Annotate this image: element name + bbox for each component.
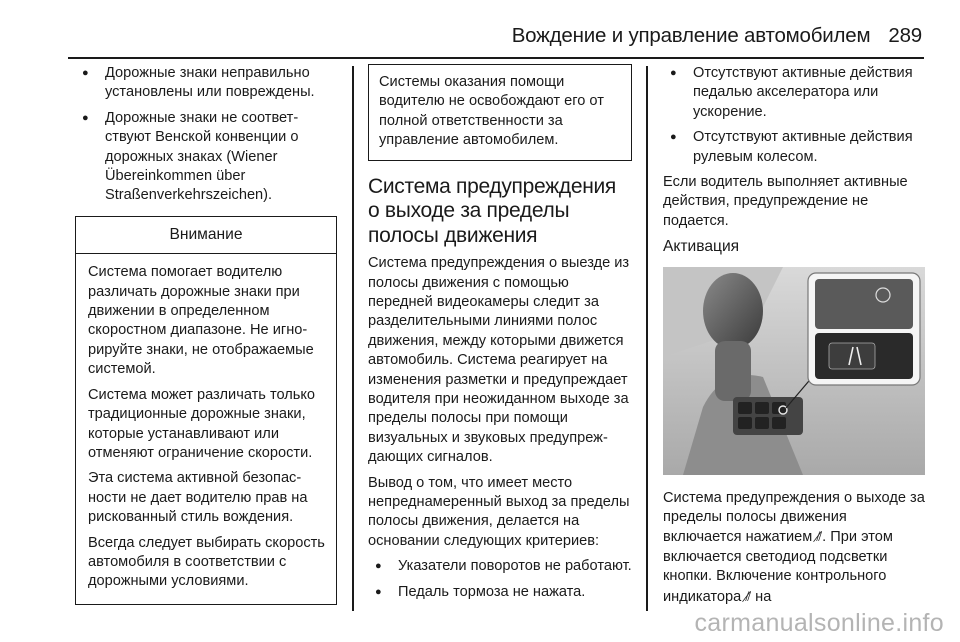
activation-paragraph: Система предупреждения о выходе за пределы полосы движения включается нажатием ⫽̸. При этом включается светодиод подсветки кнопки. Включение контрольного индикатора ⫽̸ на: [663, 489, 925, 605]
section-heading: Система предупреждения о выходе за пределы полосы движения: [368, 174, 617, 247]
header-rule: [68, 57, 924, 59]
warning-title: Внимание: [76, 217, 336, 254]
column-1: [75, 64, 337, 605]
header-title: Вождение и управление автомобилем: [511, 24, 871, 47]
bullet-list: [75, 64, 337, 206]
body-paragraph: Система предупреждения о выезде из полосы движения с помощью передней видеокамеры следит за разделительными линиями полос движения, между которыми движется автомобиль. Система реагирует на изменения разметки и предупреждает водителя при неожиданном выходе за пределы полосы при помощи визуальных и звуковых предупреждающих сигналов.: [368, 255, 630, 466]
list-item: ● Педаль тормоза не нажата.: [368, 583, 632, 602]
warning-paragraph: Система может различать только традиционные дорожные знаки, которые устанавливают или отменяют ограничение скорости.: [88, 386, 316, 461]
page-number: 289: [888, 24, 922, 47]
list-item: ● Дорожные знаки неправильно установлены или повреждены.: [75, 64, 337, 103]
warning-body: [76, 254, 336, 604]
activation-button-photo: [663, 267, 925, 475]
column-divider-2: [646, 66, 648, 611]
warning-paragraph: Система помогает водителю различать дорожные знаки при движении в определенном скоростном диапазоне. Не игнорируйте знаки, не отображаемые системой.: [88, 264, 314, 378]
body-paragraph: Вывод о том, что имеет место непреднамеренный выход за пределы полосы движения, делается на основании следующих критериев:: [368, 474, 630, 549]
watermark: carmanualsonline.info: [694, 609, 944, 637]
list-item: ● Отсутствуют активные действия рулевым колесом.: [663, 128, 925, 167]
criteria-list: [368, 557, 632, 602]
subsection-heading: Активация: [663, 238, 740, 256]
body-paragraph: Если водитель выполняет активные действия, предупреждение не подается.: [663, 174, 908, 229]
column-divider-1: [352, 66, 354, 611]
page-header: [38, 24, 922, 54]
warning-box: [75, 216, 337, 605]
lane-departure-icon: ⫽̸: [745, 588, 752, 604]
list-item: ● Дорожные знаки не соответствуют Венской конвенции о дорожных знаках (Wiener Übereinkommen über Straßenverkehrszeichen).: [75, 109, 337, 206]
column-3: [663, 64, 925, 613]
list-item: ● Отсутствуют активные действия педалью акселератора или ускорение.: [663, 64, 925, 122]
warning-paragraph: Всегда следует выбирать скорость автомобиля в соответствии с дорожными условиями.: [88, 534, 325, 590]
list-item: ● Указатели поворотов не работают.: [368, 557, 632, 576]
note-box: Системы оказания помощи водителю не освобождают его от полной ответственности за управление автомобилем.: [368, 64, 632, 161]
column-2: [368, 64, 632, 608]
warning-paragraph: Эта система активной безопасности не дает водителю прав на рискованный стиль вождения.: [88, 470, 308, 526]
lane-departure-icon: ⫽̸: [816, 529, 823, 545]
bullet-list: [663, 64, 925, 167]
